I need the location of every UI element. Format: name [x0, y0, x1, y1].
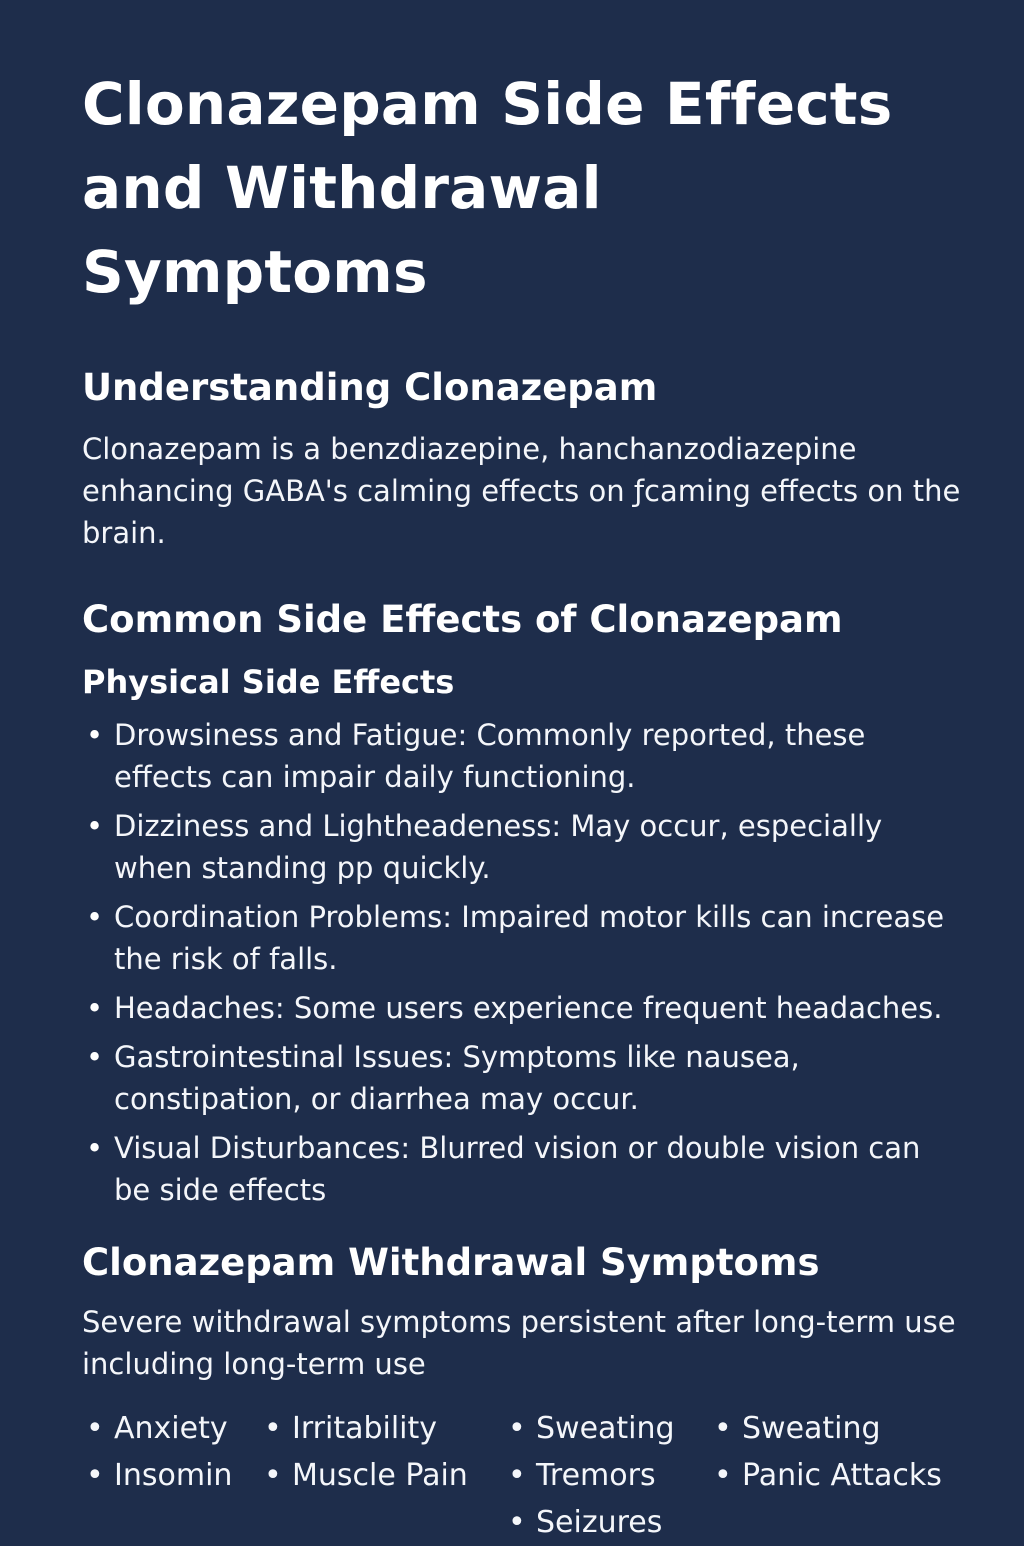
symptom-item: • Tremors — [504, 1452, 710, 1499]
physical-side-effects-list — [82, 714, 964, 1211]
symptom-item: • Seizures — [504, 1499, 710, 1546]
understanding-paragraph: Clonazepam is a benzdiazepine, hanchanzodiazepine enhancing GABA's calming effects on ƒcaming effects on the brain. — [82, 432, 961, 550]
withdrawal-paragraph: Severe withdrawal symptoms persistent after long-term use including long-term use — [82, 1305, 956, 1381]
symptom-item: • Panic Attacks — [710, 1452, 960, 1499]
symptom-item: • Sweating — [504, 1405, 710, 1452]
symptom-item: • Insomin — [82, 1452, 260, 1499]
understanding-heading: Understanding Clonazepam — [82, 366, 658, 409]
symptom-item: • Irritability — [260, 1405, 504, 1452]
common-side-effects-heading: Common Side Effects of Clonazepam — [82, 598, 843, 641]
list-item: • Coordination Problems: Impaired motor kills can increase the risk of falls. — [82, 896, 964, 980]
list-item: • Drowsiness and Fatigue: Commonly reported, these effects can impair daily functioning. — [82, 714, 964, 798]
physical-side-effects-heading: Physical Side Effects — [82, 663, 455, 701]
withdrawal-heading: Clonazepam Withdrawal Symptoms — [82, 1241, 820, 1284]
withdrawal-symptoms-grid — [82, 1405, 964, 1546]
symptom-item: • Sweating — [710, 1405, 960, 1452]
list-item: • Dizziness and Lightheadeness: May occur, especially when standing pp quickly. — [82, 805, 964, 889]
symptom-item: • Muscle Pain — [260, 1452, 504, 1499]
list-item: • Headaches: Some users experience frequent headaches. — [82, 987, 964, 1029]
symptom-item: • Anxiety — [82, 1405, 260, 1452]
list-item: • Gastrointestinal Issues: Symptoms like nausea, constipation, or diarrhea may occur. — [82, 1036, 964, 1120]
list-item: • Visual Disturbances: Blurred vision or double vision can be side effects — [82, 1127, 964, 1211]
page-title: Clonazepam Side Effects and Withdrawal Symptoms — [82, 70, 893, 306]
